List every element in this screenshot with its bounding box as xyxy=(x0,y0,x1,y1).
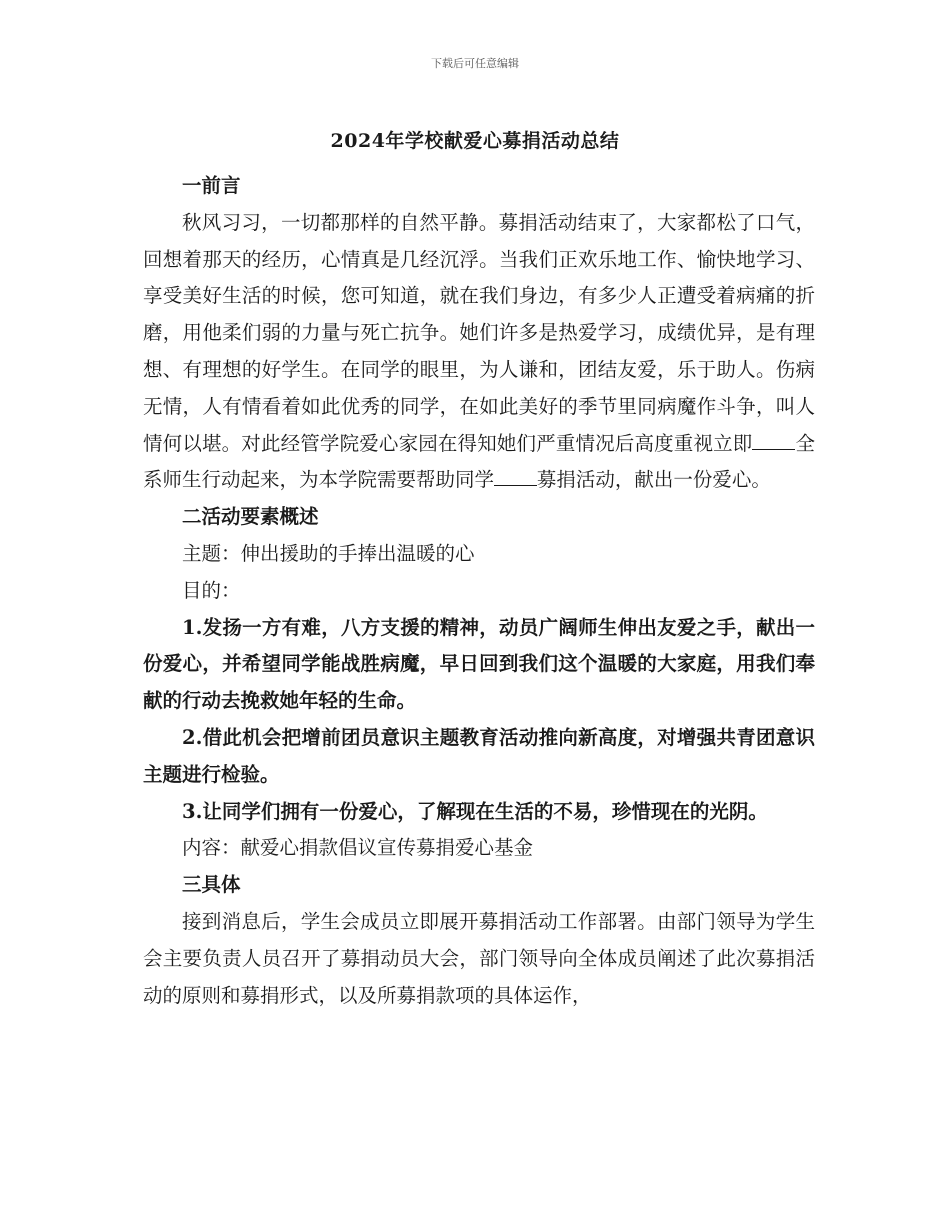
preface-text-2: 全系师生行动起来，为本学院需要帮助同学 xyxy=(143,431,815,492)
purpose-item-2: 2.借此机会把增前团员意识主题教育活动推向新高度，对增强共青团意识主题进行检验。 xyxy=(143,725,815,786)
details-paragraph: 接到消息后，学生会成员立即展开募捐活动工作部署。由部门领导为学生会主要负责人员召开了募捐动员大会，部门领导向全体成员阐述了此次募捐活动的原则和募捐形式，以及所募捐款项的具体运作， xyxy=(143,909,815,1007)
preface-text-3: 募捐活动，献出一份爱心。 xyxy=(536,468,771,492)
section-heading-preface: 一前言 xyxy=(182,174,241,197)
document-title: 2024年学校献爱心募捐活动总结 xyxy=(330,130,620,152)
purpose-item-3: 3.让同学们拥有一份爱心，了解现在生活的不易，珍惜现在的光阴。 xyxy=(182,799,768,823)
purpose-item-1: 1.发扬一方有难，八方支援的精神，动员广阔师生伸出友爱之手，献出一份爱心，并希望同学能战胜病魔，早日回到我们这个温暖的大家庭，用我们奉献的行动去挽救她年轻的生命。 xyxy=(143,615,815,713)
theme-line: 主题：伸出援助的手捧出温暖的心 xyxy=(182,541,475,565)
fill-blank xyxy=(752,431,795,450)
preface-paragraph xyxy=(143,205,815,499)
fill-blank xyxy=(494,468,537,487)
content-line: 内容：献爱心捐款倡议宣传募捐爱心基金 xyxy=(182,836,534,860)
purpose-label: 目的： xyxy=(182,578,241,602)
header-note: 下载后可任意编辑 xyxy=(431,57,519,70)
section-heading-details: 三具体 xyxy=(182,873,241,897)
document-body xyxy=(143,168,815,1014)
section-heading-overview: 二活动要素概述 xyxy=(182,505,319,529)
preface-text-1: 秋风习习，一切都那样的自然平静。募捐活动结束了，大家都松了口气，回想着那天的经历，心情真是几经沉浮。当我们正欢乐地工作、愉快地学习、享受美好生活的时候，您可知道，就在我们身边，有多少人正遭受着病痛的折磨，用他柔们弱的力量与死亡抗争。她们许多是热爱学习，成绩优异，是有理想、有理想的好学生。在同学的眼里，为人谦和，团结友爱，乐于助人。伤病无情，人有情看着如此优秀的同学，在如此美好的季节里同病魔作斗争，叫人情何以堪。对此经管学院爱心家园在得知她们严重情况后高度重视立即 xyxy=(143,210,815,455)
